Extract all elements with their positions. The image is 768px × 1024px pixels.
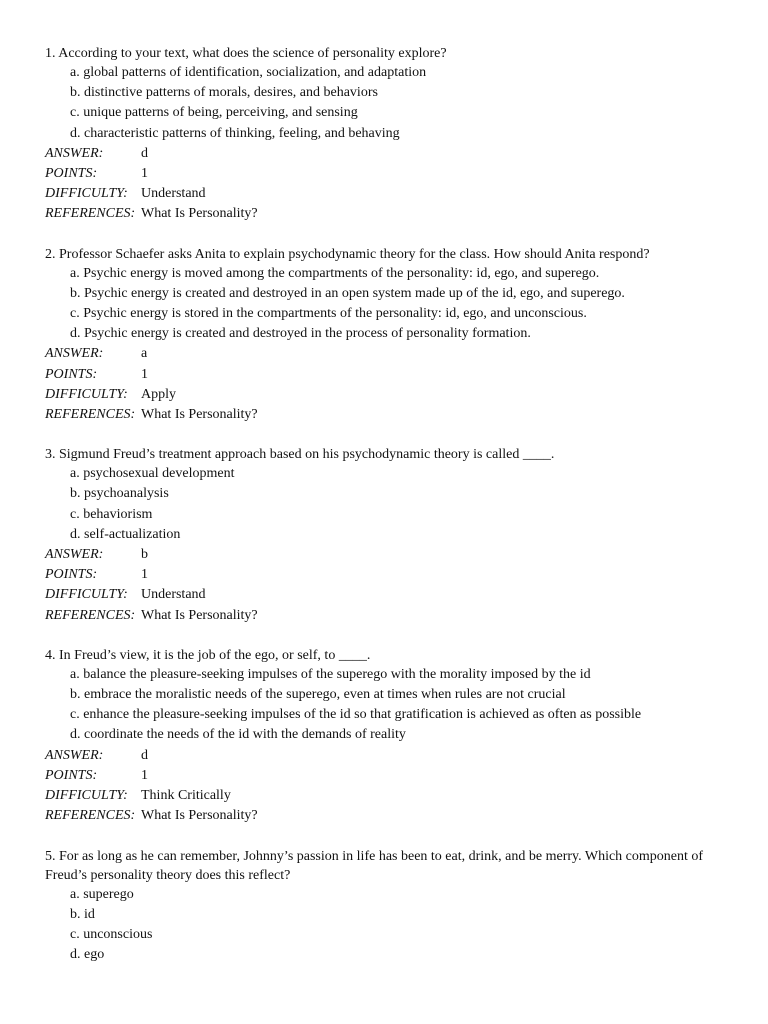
references-row	[45, 606, 745, 626]
answer-label: ANSWER:	[45, 145, 104, 161]
question-5	[45, 847, 745, 966]
option-a: a. global patterns of identification, socialization, and adaptation	[70, 65, 427, 80]
references-label: REFERENCES:	[45, 407, 136, 423]
answer-value: b	[141, 547, 148, 563]
answer-value: d	[141, 145, 148, 161]
points-value: 1	[141, 166, 148, 182]
answer-value: a	[141, 346, 148, 362]
option-a: a. balance the pleasure-seeking impulses of the superego with the morality imposed by the id	[70, 666, 591, 682]
difficulty-label: DIFFICULTY:	[45, 587, 128, 603]
difficulty-label: DIFFICULTY:	[45, 788, 128, 804]
question-4	[45, 646, 745, 827]
answer-value: d	[141, 747, 148, 763]
option-list	[45, 885, 745, 966]
option-a: a. psychosexual development	[70, 466, 235, 482]
option-d: d. characteristic patterns of thinking, feeling, and behaving	[70, 125, 400, 141]
option-list	[45, 665, 745, 746]
answer-row	[45, 144, 745, 164]
option-b: b. psychoanalysis	[70, 486, 169, 502]
points-value: 1	[141, 567, 148, 583]
answer-row	[45, 545, 745, 565]
answer-row	[45, 746, 745, 766]
option-a: a. Psychic energy is moved among the compartments of the personality: id, ego, and superego.	[70, 265, 600, 281]
points-value: 1	[141, 366, 148, 382]
option-c: c. unconscious	[70, 926, 153, 942]
references-row	[45, 806, 745, 826]
option-b: b. Psychic energy is created and destroyed in an open system made up of the id, ego, and superego.	[70, 285, 625, 301]
points-row	[45, 766, 745, 786]
question-3	[45, 445, 745, 626]
difficulty-row	[45, 786, 745, 806]
answer-row	[45, 344, 745, 364]
question-stem: 5. For as long as he can remember, Johnny’s passion in life has been to eat, drink, and be merry. Which component of Freud’s personality theory does this reflect?	[45, 848, 704, 883]
points-label: POINTS:	[45, 166, 98, 182]
option-b: b. id	[70, 906, 95, 922]
option-d: d. Psychic energy is created and destroyed in the process of personality formation.	[70, 326, 531, 342]
option-b: b. embrace the moralistic needs of the superego, even at times when rules are not crucial	[70, 687, 566, 703]
difficulty-row	[45, 585, 745, 605]
difficulty-value: Understand	[141, 587, 206, 603]
difficulty-label: DIFFICULTY:	[45, 186, 128, 202]
difficulty-row	[45, 385, 745, 405]
question-1	[45, 44, 745, 225]
question-stem: 2. Professor Schaefer asks Anita to explain psychodynamic theory for the class. How should Anita respond?	[45, 246, 650, 262]
difficulty-label: DIFFICULTY:	[45, 386, 128, 402]
references-label: REFERENCES:	[45, 808, 136, 824]
option-list	[45, 464, 745, 545]
question-2	[45, 245, 745, 426]
option-list	[45, 63, 745, 144]
answer-label: ANSWER:	[45, 547, 104, 563]
points-value: 1	[141, 767, 148, 783]
option-d: d. self-actualization	[70, 526, 181, 542]
question-stem: 3. Sigmund Freud’s treatment approach based on his psychodynamic theory is called ____.	[45, 447, 555, 463]
points-row	[45, 164, 745, 184]
points-row	[45, 365, 745, 385]
references-label: REFERENCES:	[45, 607, 136, 623]
answer-label: ANSWER:	[45, 346, 104, 362]
points-row	[45, 565, 745, 585]
option-c: c. Psychic energy is stored in the compartments of the personality: id, ego, and unconscious.	[70, 306, 587, 322]
points-label: POINTS:	[45, 366, 98, 382]
points-label: POINTS:	[45, 567, 98, 583]
option-list	[45, 264, 745, 345]
option-c: c. unique patterns of being, perceiving, and sensing	[70, 105, 358, 121]
references-label: REFERENCES:	[45, 206, 136, 222]
references-value: What Is Personality?	[141, 607, 258, 623]
option-b: b. distinctive patterns of morals, desires, and behaviors	[70, 85, 378, 101]
difficulty-row	[45, 184, 745, 204]
option-d: d. coordinate the needs of the id with the demands of reality	[70, 727, 406, 743]
option-d: d. ego	[70, 947, 105, 963]
question-document	[45, 44, 745, 965]
references-value: What Is Personality?	[141, 808, 258, 824]
difficulty-value: Think Critically	[141, 788, 231, 804]
references-value: What Is Personality?	[141, 407, 258, 423]
question-stem: 1. According to your text, what does the science of personality explore?	[45, 46, 447, 61]
difficulty-value: Apply	[141, 386, 176, 402]
difficulty-value: Understand	[141, 186, 206, 202]
points-label: POINTS:	[45, 767, 98, 783]
option-a: a. superego	[70, 886, 134, 902]
option-c: c. behaviorism	[70, 506, 153, 522]
answer-label: ANSWER:	[45, 747, 104, 763]
references-value: What Is Personality?	[141, 206, 258, 222]
option-c: c. enhance the pleasure-seeking impulses of the id so that gratification is achieved as often as possible	[70, 707, 642, 723]
question-stem: 4. In Freud’s view, it is the job of the ego, or self, to ____.	[45, 647, 371, 663]
references-row	[45, 405, 745, 425]
references-row	[45, 204, 745, 224]
